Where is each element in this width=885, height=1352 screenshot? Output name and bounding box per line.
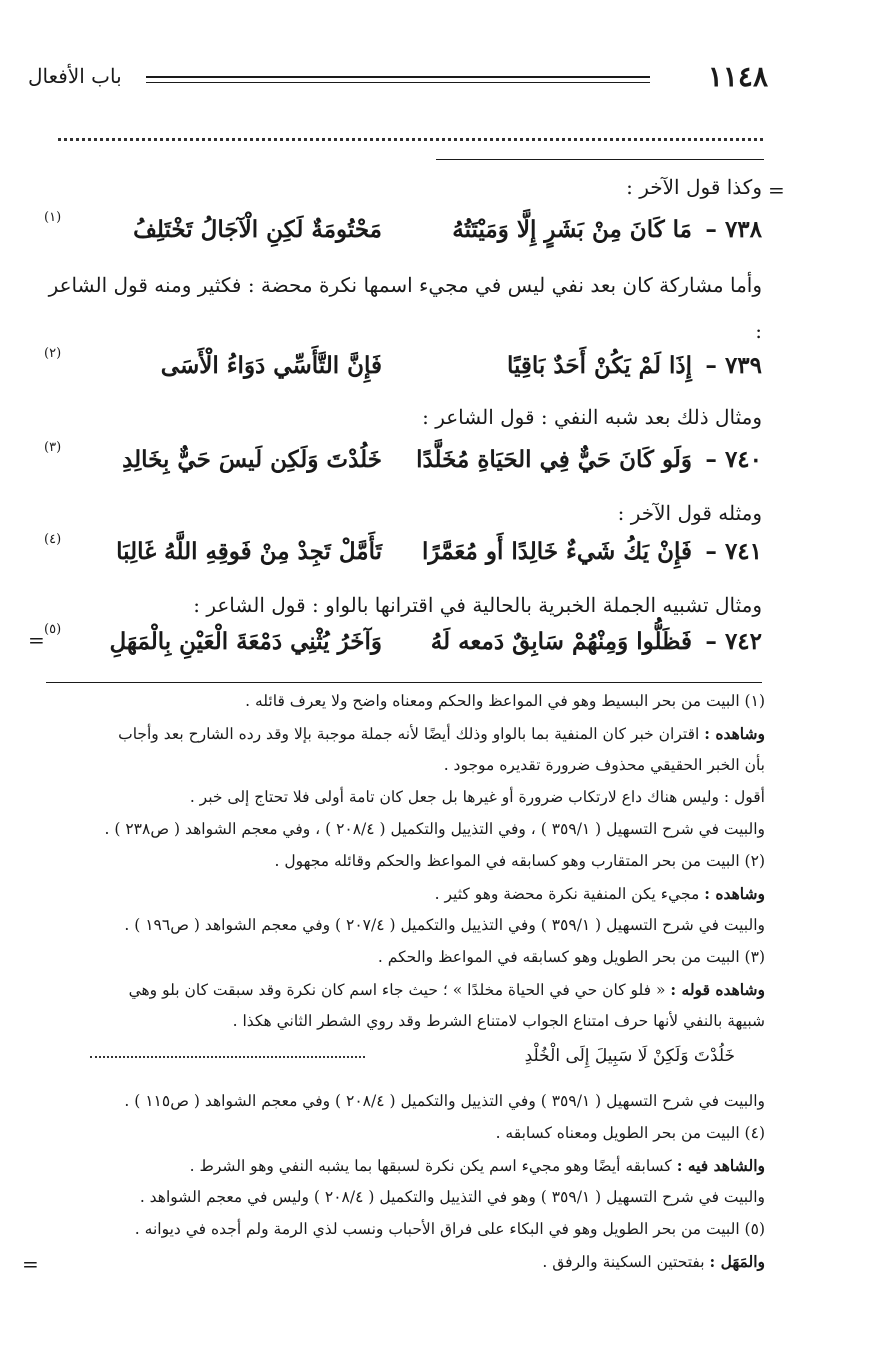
verse-second-hemistich: وَآخَرُ يُثْنِي دَمْعَةَ الْعَيْنِ بِالْمَهَلِ xyxy=(109,628,382,655)
footnote-line: أقول : وليس هناك داع لارتكاب ضرورة أو غيرها بل جعل كان تامة أولى فلا تحتاج إلى خبر . xyxy=(189,788,765,806)
continuation-mark: = xyxy=(22,1252,39,1276)
verse-second-hemistich: خَلُدْتَ وَلَكِن لَيسَ حَيٌّ بِخَالِدِ xyxy=(122,446,382,473)
footnote-line: (١) البيت من بحر البسيط وهو في المواعظ والحكم ومعناه واضح ولا يعرف قائله . xyxy=(245,692,765,710)
footnote-line xyxy=(40,1156,765,1175)
intro-text: ومثال ذلك بعد شبه النفي : قول الشاعر : xyxy=(422,405,762,429)
verse-738 xyxy=(40,210,762,256)
footnote-line: (٣) البيت من بحر الطويل وهو كسابقه في المواعظ والحكم . xyxy=(377,948,765,966)
header-rule xyxy=(146,76,650,83)
verse-number: ٧٤٠ – xyxy=(705,446,762,473)
footnote-line xyxy=(40,1252,765,1271)
footnote-line xyxy=(40,724,765,743)
continuation-mark: = xyxy=(28,628,45,652)
footnote-line: شبيهة بالنفي لأنها حرف امتناع الجواب لامتناع الشرط وقد روي الشطر الثاني هكذا . xyxy=(232,1012,765,1030)
verse-first-hemistich: إِذَا لَمْ يَكُنْ أَحَدٌ بَاقِيًا xyxy=(506,352,692,379)
footnote-text: « فلو كان حي في الحياة مخلدًا » ؛ حيث جاء اسم كان نكرة وقد سبقت كان بلو وهي xyxy=(128,981,666,999)
footnote-ref: (٥) xyxy=(44,622,62,637)
footnote-label: والمَهَل : xyxy=(709,1252,765,1271)
verse-number: ٧٤٢ – xyxy=(705,628,762,655)
footnote-text: بفتحتين السكينة والرفق . xyxy=(542,1253,705,1271)
footnote-divider xyxy=(46,682,762,683)
footnote-text: مجيء يكن المنفية نكرة محضة وهو كثير . xyxy=(434,885,700,903)
verse-second-hemistich: تَأَمَّلْ تَجِدْ مِنْ فَوقِهِ اللَّهُ غَالِبَا xyxy=(116,538,382,565)
footnote-line: والبيت في شرح التسهيل ( ٣٥٩/١ ) ، وفي التذييل والتكميل ( ٢٠٨/٤ ) ، وفي معجم الشواهد ( ص٢٣٨ ) . xyxy=(104,820,765,838)
intro-text: ومثله قول الآخر : xyxy=(617,501,762,525)
footnote-ref: (٣) xyxy=(44,440,62,455)
verse-number: ٧٣٨ – xyxy=(705,216,762,243)
footnote-label: وشاهده : xyxy=(704,884,765,903)
intro-text: وكذا قول الآخر : xyxy=(626,175,762,199)
page-header xyxy=(28,58,768,98)
verse-739 xyxy=(40,346,762,392)
footnote-line: (٤) البيت من بحر الطويل ومعناه كسابقه . xyxy=(495,1124,765,1142)
footnote-label: وشاهده : xyxy=(704,724,765,743)
footnote-line: (٥) البيت من بحر الطويل وهو في البكاء على فراق الأحباب ونسب لذي الرمة ولم أجده في ديوانه . xyxy=(134,1220,765,1238)
footnote-ref: (٤) xyxy=(44,532,62,547)
footnote-label: وشاهده قوله : xyxy=(670,980,765,999)
footnote-label: والشاهد فيه : xyxy=(676,1156,765,1175)
verse-first-hemistich: وَلَو كَانَ حَيٌّ فِي الحَيَاةِ مُخَلَّدًا xyxy=(416,446,692,473)
footnote-line: والبيت في شرح التسهيل ( ٣٥٩/١ ) وفي التذييل والتكميل ( ٢٠٨/٤ ) وفي معجم الشواهد ( ص١١٥ ) . xyxy=(124,1092,765,1110)
continuation-mark: = xyxy=(768,178,785,202)
paragraph: وأما مشاركة كان بعد نفي ليس في مجيء اسمها نكرة محضة : فكثير ومنه قول الشاعر : xyxy=(48,273,762,343)
verse-number: ٧٤١ – xyxy=(705,538,762,565)
footnote-line: والبيت في شرح التسهيل ( ٣٥٩/١ ) وفي التذييل والتكميل ( ٢٠٧/٤ ) وفي معجم الشواهد ( ص١٩٦ ) . xyxy=(124,916,765,934)
short-rule xyxy=(436,159,764,160)
page-number: ١١٤٨ xyxy=(707,60,768,93)
verse-second-hemistich: فَإِنَّ التَّأَسِّي دَوَاءُ الْأَسَى xyxy=(160,352,382,379)
footnote-text: كسابقه أيضًا وهو مجيء اسم يكن نكرة لسبقها بما يشبه النفي وهو الشرط . xyxy=(189,1157,672,1175)
footnote-ref: (١) xyxy=(44,210,62,225)
verse-number: ٧٣٩ – xyxy=(705,352,762,379)
footnote-line: والبيت في شرح التسهيل ( ٣٥٩/١ ) وهو في التذييل والتكميل ( ٢٠٨/٤ ) وليس في معجم الشواهد . xyxy=(139,1188,765,1206)
verse-second-hemistich: مَحْتُومَةٌ لَكِنِ الْآجَالُ تَخْتَلِفُ xyxy=(133,216,382,243)
verse-740 xyxy=(40,440,762,486)
footnote-ref: (٢) xyxy=(44,346,62,361)
verse-741 xyxy=(40,532,762,578)
footnote-verse xyxy=(40,1046,765,1076)
dotted-separator xyxy=(90,1056,365,1058)
footnote-line xyxy=(40,980,765,999)
dotted-separator xyxy=(58,128,763,141)
verse-first-hemistich: مَا كَانَ مِنْ بَشَرٍ إِلَّا وَمَيْتَتُهُ xyxy=(452,216,692,243)
footnote-line: بأن الخبر الحقيقي محذوف ضرورة تقديره موجود . xyxy=(443,756,765,774)
verse-first-hemistich: فَإِنْ يَكُ شَيءٌ خَالِدًا أَو مُعَمَّرًا xyxy=(422,538,692,565)
footnote-text: اقتران خبر كان المنفية بما بالواو وذلك أيضًا لأنه جملة موجبة بإلا وقد رده الشارح بعد وأجاب xyxy=(118,725,700,743)
footnote-line: (٢) البيت من بحر المتقارب وهو كسابقه في المواعظ والحكم وقائله مجهول . xyxy=(274,852,765,870)
footnote-line xyxy=(40,884,765,903)
verse-first-hemistich: فَظَلُّوا وَمِنْهُمْ سَابِقٌ دَمعه لَهُ xyxy=(430,628,692,655)
chapter-title: باب الأفعال xyxy=(28,64,122,88)
intro-text: ومثال تشبيه الجملة الخبرية بالحالية في اقترانها بالواو : قول الشاعر : xyxy=(193,593,762,617)
footnote-verse-text: خَلُدْتَ وَلَكِنْ لَا سَبِيلَ إِلَى الْخُلْدِ xyxy=(524,1046,735,1066)
verse-742 xyxy=(40,622,762,668)
